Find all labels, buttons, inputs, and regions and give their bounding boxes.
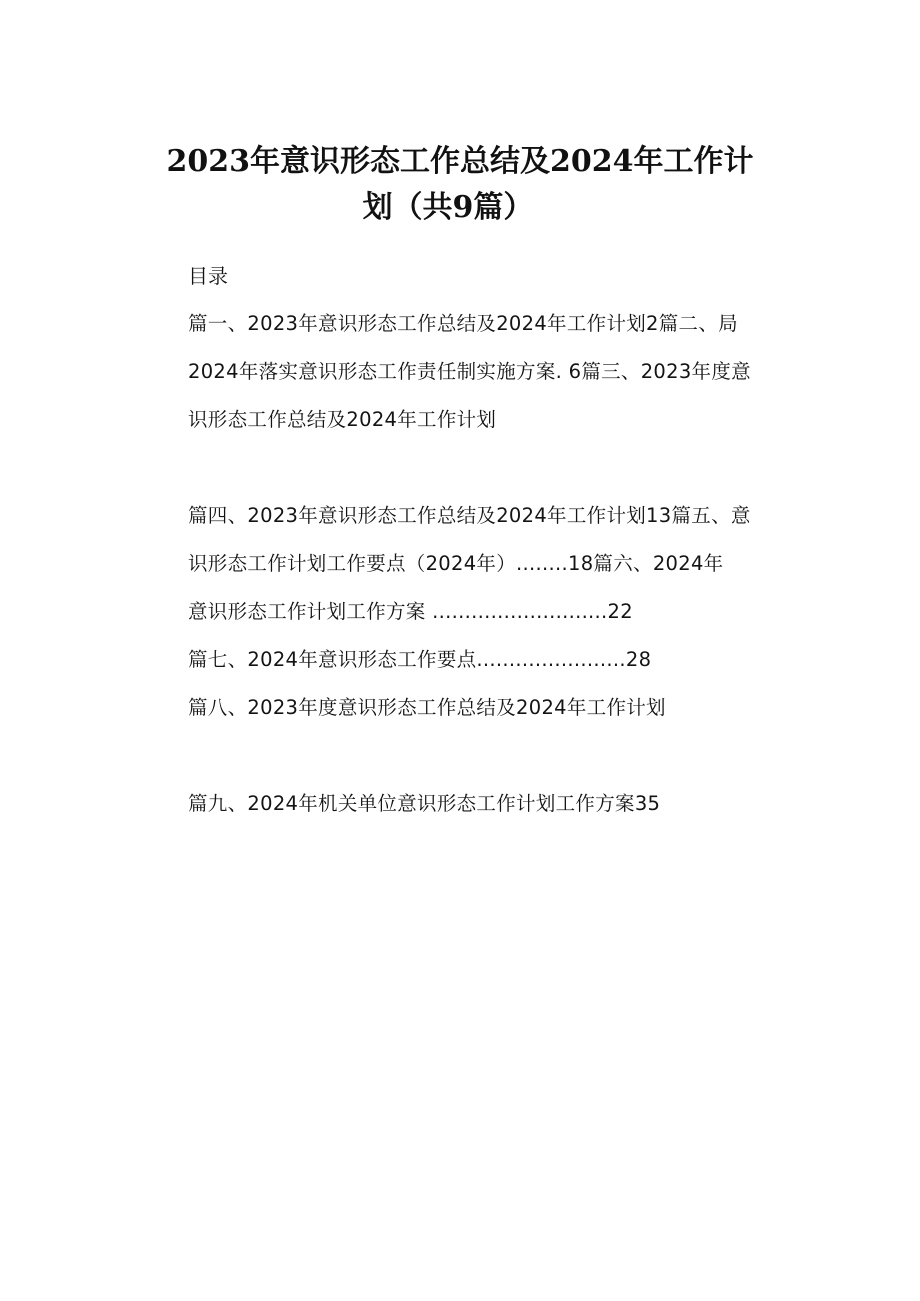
- toc-line[interactable]: 识形态工作计划工作要点（2024年）........18篇六、2024年: [188, 552, 724, 575]
- toc-line[interactable]: 篇一、2023年意识形态工作总结及2024年工作计划2篇二、局: [188, 312, 738, 335]
- toc-line[interactable]: 篇四、2023年意识形态工作总结及2024年工作计划13篇五、意: [188, 504, 751, 527]
- document-title-line-1: 2023年意识形态工作总结及2024年工作计: [166, 144, 754, 179]
- toc-heading: 目录: [188, 264, 228, 288]
- toc-line[interactable]: 识形态工作总结及2024年工作计划: [188, 408, 497, 431]
- toc-line[interactable]: 篇八、2023年度意识形态工作总结及2024年工作计划: [188, 696, 666, 719]
- toc-line[interactable]: 意识形态工作计划工作方案 ...........................22: [188, 600, 633, 623]
- document-title-line-2: 划（共9篇）: [362, 190, 534, 225]
- toc-line[interactable]: 篇七、2024年意识形态工作要点.......................28: [188, 648, 652, 671]
- toc-line[interactable]: 篇九、2024年机关单位意识形态工作计划工作方案35: [188, 792, 661, 815]
- toc-line[interactable]: 2024年落实意识形态工作责任制实施方案. 6篇三、2023年度意: [188, 360, 751, 383]
